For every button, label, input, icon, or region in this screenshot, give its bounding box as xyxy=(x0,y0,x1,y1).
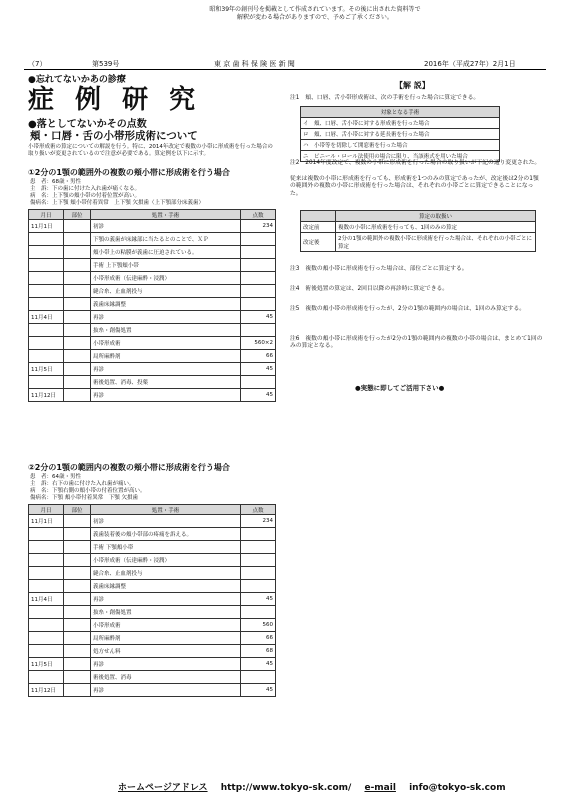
row-site xyxy=(64,389,91,402)
row-treatment: 術後処置、消毒、投薬 xyxy=(91,376,241,389)
case1-condition: 病 名：上下顎の頬小帯の付着位置が高い。 xyxy=(30,193,141,199)
row-treatment: 処方せん料 xyxy=(91,645,241,658)
row-date xyxy=(29,606,64,619)
col-date: 月日 xyxy=(29,505,64,515)
table-row xyxy=(29,376,276,389)
row-treatment: 術後処置、消毒 xyxy=(91,671,241,684)
table-row xyxy=(29,645,276,658)
row-date xyxy=(29,298,64,311)
series-banner xyxy=(28,72,274,130)
row-site xyxy=(64,363,91,376)
case1-complaint: 主 訴：下の歯に付けた入れ歯が痛くなる。 xyxy=(30,186,141,192)
row-treatment: 小帯形成術（伝達麻酔・浸潤） xyxy=(91,554,241,567)
row-points: 560×2 xyxy=(241,337,276,350)
table-row xyxy=(29,528,276,541)
surgery-types-table xyxy=(300,106,500,162)
row-points xyxy=(241,259,276,272)
row-date: 11月5日 xyxy=(29,658,64,671)
note-5: 注5 複数の頬小帯の形成術を行ったが、2分の1顎の範囲内の場合は、1回のみ算定する。 xyxy=(290,306,526,312)
table-row xyxy=(29,619,276,632)
row-points xyxy=(241,567,276,580)
row-treatment: 再診 xyxy=(91,363,241,376)
banner-title: 症 例 研 究 xyxy=(28,85,202,115)
footer xyxy=(118,780,538,793)
surgery-type-row: ニ ビニール・ロール法使用の場合に限り、当該術式を用いた場合 xyxy=(301,151,500,162)
row-date: 11月12日 xyxy=(29,389,64,402)
newspaper-header xyxy=(24,58,546,70)
row-date xyxy=(29,632,64,645)
table-row xyxy=(29,658,276,671)
row-site xyxy=(64,350,91,363)
case1-title: ①2分の1顎の範囲外の複数の頬小帯に形成術を行う場合 xyxy=(28,168,230,177)
revision-header-blank xyxy=(301,211,336,222)
revision-after-label: 改定後 xyxy=(301,233,336,252)
row-date xyxy=(29,580,64,593)
row-site xyxy=(64,567,91,580)
row-date xyxy=(29,246,64,259)
table-row xyxy=(29,671,276,684)
table-row xyxy=(29,632,276,645)
table-row xyxy=(29,541,276,554)
row-points xyxy=(241,233,276,246)
row-treatment: 再診 xyxy=(91,311,241,324)
table-row xyxy=(29,220,276,233)
revision-before-label: 改定前 xyxy=(301,222,336,233)
col-site: 部位 xyxy=(64,210,91,220)
table-row xyxy=(29,567,276,580)
col-points: 点数 xyxy=(241,505,276,515)
row-site xyxy=(64,658,91,671)
revision-after-text: 2分の1顎の範囲外の複数小帯に形成術を行った場合は、それぞれの小帯ごとに算定 xyxy=(336,233,536,252)
row-site xyxy=(64,619,91,632)
row-points: 45 xyxy=(241,658,276,671)
row-site xyxy=(64,337,91,350)
row-date xyxy=(29,541,64,554)
row-treatment: 義歯床縁調整 xyxy=(91,580,241,593)
table-header xyxy=(29,505,276,515)
row-treatment: 再診 xyxy=(91,593,241,606)
row-date xyxy=(29,671,64,684)
issue-date: 2016年（平成27年）2月1日 xyxy=(424,60,516,68)
row-site xyxy=(64,684,91,697)
revision-table xyxy=(300,210,536,252)
table-row xyxy=(29,515,276,528)
case2-condition: 病 名：下顎右側の頬小帯の付着位置が高い。 xyxy=(30,488,146,494)
row-points xyxy=(241,376,276,389)
col-treatment: 処置・手術 xyxy=(91,210,241,220)
table-row xyxy=(29,554,276,567)
row-date: 11月4日 xyxy=(29,311,64,324)
case2-record-table xyxy=(28,504,276,697)
row-date xyxy=(29,567,64,580)
row-treatment: 再診 xyxy=(91,389,241,402)
table-row xyxy=(29,337,276,350)
row-treatment: 再診 xyxy=(91,684,241,697)
row-treatment: 下顎の義歯が床縁部に当たるとのことで、ＸＰ xyxy=(91,233,241,246)
row-points xyxy=(241,580,276,593)
row-points: 66 xyxy=(241,632,276,645)
row-treatment: 頬小帯上の粘膜が義歯に圧迫されている。 xyxy=(91,246,241,259)
note-1: 注1 頬、口唇、舌小帯形成術は、次の手術を行った場合に算定できる。 xyxy=(290,95,480,101)
col-points: 点数 xyxy=(241,210,276,220)
banner-line3: ●落としてないかその点数 xyxy=(28,119,147,130)
row-site xyxy=(64,632,91,645)
row-site xyxy=(64,298,91,311)
row-date: 11月12日 xyxy=(29,684,64,697)
row-treatment: 小帯形成術 xyxy=(91,337,241,350)
email-link[interactable]: info@tokyo-sk.com xyxy=(409,783,506,793)
table-row xyxy=(29,246,276,259)
row-treatment: 初診 xyxy=(91,220,241,233)
row-site xyxy=(64,311,91,324)
note-2-detail: 従来は複数の小帯に形成術を行っても、形成術を1つのみの算定であったが、改定後は2分の1顎の範囲外の複数の小帯に形成術を行った場合は、それぞれの小帯ごとに算定できることになった。 xyxy=(290,176,539,197)
surgery-type-row: イ 頬、口唇、舌小帯に対する形成術を行った場合 xyxy=(301,118,500,129)
note-4: 注4 術後処置の算定は、2回目以降の再診時に算定できる。 xyxy=(290,286,449,292)
row-date xyxy=(29,619,64,632)
table-row xyxy=(29,350,276,363)
row-treatment: 抜糸・創傷処置 xyxy=(91,606,241,619)
row-date xyxy=(29,554,64,567)
col-treatment: 処置・手術 xyxy=(91,505,241,515)
surgery-type-row: ハ 小帯等を切除して開窓術を行った場合 xyxy=(301,140,500,151)
table-row xyxy=(29,580,276,593)
table-header xyxy=(29,210,276,220)
note-6: 注6 複数の頬小帯に形成術を行ったが2分の1顎の範囲内の複数の小帯の場合は、まとめて1回のみの算定となる。 xyxy=(290,336,543,350)
row-points xyxy=(241,285,276,298)
table-row xyxy=(29,272,276,285)
row-points xyxy=(241,246,276,259)
row-date: 11月5日 xyxy=(29,363,64,376)
article-topic: 頬・口唇・舌の小帯形成術について xyxy=(30,130,198,142)
row-date: 11月1日 xyxy=(29,515,64,528)
row-points: 45 xyxy=(241,593,276,606)
row-site xyxy=(64,528,91,541)
case1-record-table xyxy=(28,209,276,402)
row-site xyxy=(64,259,91,272)
table-row xyxy=(29,593,276,606)
table-row xyxy=(29,389,276,402)
row-treatment: 小帯形成術 xyxy=(91,619,241,632)
row-points: 560 xyxy=(241,619,276,632)
row-date xyxy=(29,337,64,350)
row-points xyxy=(241,606,276,619)
row-treatment: 局所麻酔剤 xyxy=(91,350,241,363)
case1-patient: 患 者：68歳・男性 xyxy=(30,179,81,185)
row-treatment: 初診 xyxy=(91,515,241,528)
row-site xyxy=(64,671,91,684)
row-points xyxy=(241,528,276,541)
issue-number: 第539号 xyxy=(92,60,120,68)
row-points: 68 xyxy=(241,645,276,658)
row-site xyxy=(64,541,91,554)
case2-title: ②2分の1顎の範囲内の複数の頬小帯に形成術を行う場合 xyxy=(28,463,230,472)
row-site xyxy=(64,593,91,606)
row-site xyxy=(64,246,91,259)
row-date xyxy=(29,376,64,389)
row-site xyxy=(64,645,91,658)
row-site xyxy=(64,233,91,246)
banner-line1: ●忘れてないかあの診療 xyxy=(28,75,126,85)
row-points: 45 xyxy=(241,684,276,697)
row-points xyxy=(241,324,276,337)
row-points xyxy=(241,272,276,285)
row-date xyxy=(29,233,64,246)
row-points xyxy=(241,541,276,554)
row-site xyxy=(64,376,91,389)
row-points: 45 xyxy=(241,363,276,376)
homepage-label: ホームページアドレス xyxy=(118,783,208,793)
row-date: 11月1日 xyxy=(29,220,64,233)
row-points xyxy=(241,298,276,311)
row-treatment: 手術 下顎頬小帯 xyxy=(91,541,241,554)
case2-patient: 患 者：64歳・男性 xyxy=(30,474,81,480)
closing-line: ●実態に即してご活用下さい● xyxy=(355,384,445,392)
table-row xyxy=(29,233,276,246)
intro-paragraph: 小帯形成術の算定についての解説を行う。特に、2014年改定で複数の小帯に形成術を行った場合の取り扱いが変更されているので注意が必要である。算定例を以下に示す。 xyxy=(28,144,273,157)
publisher-name: 東 京 歯 科 保 険 医 新 聞 xyxy=(214,60,295,68)
table-row xyxy=(29,259,276,272)
revision-header: 算定の取扱い xyxy=(336,211,536,222)
row-treatment: 縫合糸、止血剤投与 xyxy=(91,567,241,580)
surgery-type-row: ロ 頬、口唇、舌小帯に対する延長術を行った場合 xyxy=(301,129,500,140)
table-row xyxy=(29,298,276,311)
row-site xyxy=(64,324,91,337)
row-date xyxy=(29,285,64,298)
commentary-heading: 【解 説】 xyxy=(395,81,430,90)
row-treatment: 局所麻酔剤 xyxy=(91,632,241,645)
page-number: （7） xyxy=(28,60,47,68)
row-date xyxy=(29,259,64,272)
case2-complaint: 主 訴：右下の歯に付けた入れ歯が痛い。 xyxy=(30,481,135,487)
row-treatment: 手術 上下顎頬小帯 xyxy=(91,259,241,272)
row-date xyxy=(29,324,64,337)
note-3: 注3 複数の頬小帯に形成術を行った場合は、部位ごとに算定する。 xyxy=(290,266,468,272)
table-row xyxy=(29,311,276,324)
table-row xyxy=(29,684,276,697)
row-site xyxy=(64,554,91,567)
table-row xyxy=(29,363,276,376)
row-treatment: 再診 xyxy=(91,658,241,671)
table-row xyxy=(29,285,276,298)
row-treatment: 抜糸・創傷処置 xyxy=(91,324,241,337)
row-points: 45 xyxy=(241,389,276,402)
row-site xyxy=(64,220,91,233)
row-points: 66 xyxy=(241,350,276,363)
row-points xyxy=(241,554,276,567)
homepage-link[interactable]: http://www.tokyo-sk.com/ xyxy=(220,783,352,793)
row-date xyxy=(29,272,64,285)
row-date xyxy=(29,350,64,363)
case2-diagnosis: 傷病名：下顎 頬小帯付着異常 下顎 欠損歯 xyxy=(30,495,138,501)
col-date: 月日 xyxy=(29,210,64,220)
row-treatment: 小帯形成術（伝達麻酔・浸潤） xyxy=(91,272,241,285)
row-points: 45 xyxy=(241,311,276,324)
surgery-types-header: 対象となる手術 xyxy=(301,107,500,118)
row-date: 11月4日 xyxy=(29,593,64,606)
row-site xyxy=(64,285,91,298)
row-treatment: 縫合糸、止血剤投与 xyxy=(91,285,241,298)
col-site: 部位 xyxy=(64,505,91,515)
table-row xyxy=(29,606,276,619)
row-points xyxy=(241,671,276,684)
row-date xyxy=(29,645,64,658)
row-treatment: 義歯装着後の頬小帯部の疼痛を訴える。 xyxy=(91,528,241,541)
email-label: e-mail xyxy=(364,783,396,793)
row-site xyxy=(64,272,91,285)
row-treatment: 義歯床縁調整 xyxy=(91,298,241,311)
case1-diagnosis: 傷病名：上下顎 頬小帯付着異常 上下顎 欠損歯（上下顎部分床義歯） xyxy=(30,200,204,206)
row-site xyxy=(64,580,91,593)
row-points: 234 xyxy=(241,220,276,233)
table-row xyxy=(29,324,276,337)
row-site xyxy=(64,606,91,619)
row-date xyxy=(29,528,64,541)
row-site xyxy=(64,515,91,528)
revision-before-text: 複数の小帯に形成術を行っても、1回のみの算定 xyxy=(336,222,536,233)
row-points: 234 xyxy=(241,515,276,528)
archive-notice: 昭和39年の創刊号を掲載として作成されています。その後に出された資料等で 解釈が変わる場合がありますので、予めご了承ください。 xyxy=(209,6,421,21)
note-2: 注2 2014年度改定で、複数の小帯に形成術を行った場合の取り扱いが下記の通り変更された。 xyxy=(290,160,541,166)
